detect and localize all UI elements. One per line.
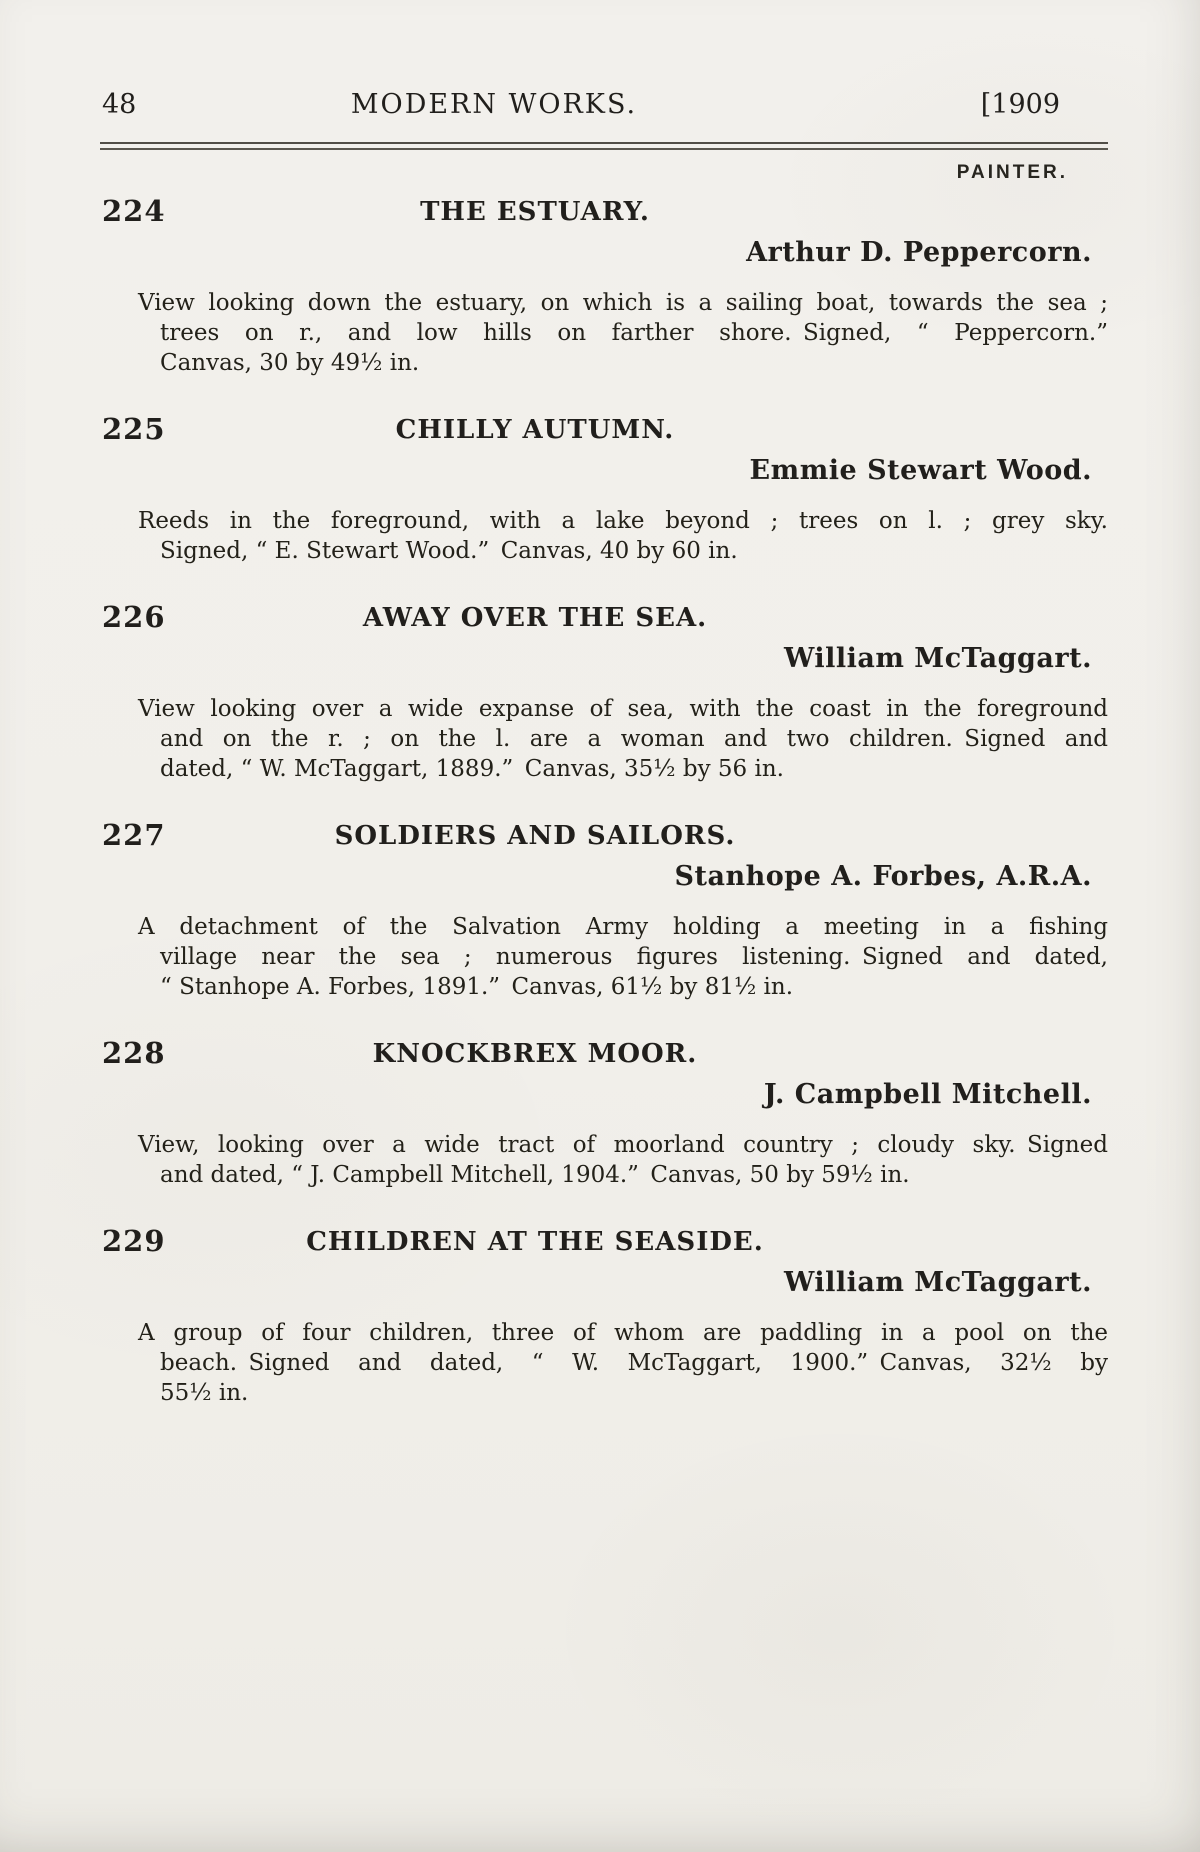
running-head-title: MODERN WORKS. xyxy=(350,89,638,120)
work-title: AWAY OVER THE SEA. xyxy=(362,603,708,633)
lot-number: 227 xyxy=(102,818,166,852)
painter-name: William McTaggart. xyxy=(783,1267,1092,1298)
work-title: CHILLY AUTUMN. xyxy=(395,415,675,445)
entry-list xyxy=(100,196,1108,1408)
work-description xyxy=(100,1318,1108,1408)
catalogue-entry xyxy=(100,414,1108,566)
description-line: Canvas, 30 by 49½ in. xyxy=(160,350,420,376)
description-line: View looking over a wide expanse of sea, with the coast in the foreground xyxy=(138,696,1108,722)
entry-head xyxy=(100,820,1108,850)
running-head-year: [1909 xyxy=(980,89,1060,120)
description-line: A group of four children, three of whom are paddling in a pool on the xyxy=(138,1320,1108,1346)
painter-name: William McTaggart. xyxy=(783,643,1092,674)
work-title: THE ESTUARY. xyxy=(420,197,650,227)
description-line: and dated, “ J. Campbell Mitchell, 1904.” Canvas, 50 by 59½ in. xyxy=(160,1162,910,1188)
description-line: dated, “ W. McTaggart, 1889.” Canvas, 35½ by 56 in. xyxy=(160,756,784,782)
description-line: 55½ in. xyxy=(160,1380,249,1406)
description-line: trees on r., and low hills on farther shore. Signed, “ Peppercorn.” xyxy=(160,320,1108,346)
description-line: “ Stanhope A. Forbes, 1891.” Canvas, 61½ by 81½ in. xyxy=(160,974,794,1000)
work-description xyxy=(100,1130,1108,1190)
painter-name: Emmie Stewart Wood. xyxy=(749,455,1092,486)
description-line: and on the r. ; on the l. are a woman and two children. Signed and xyxy=(160,726,1108,752)
description-line: Reeds in the foreground, with a lake beyond ; trees on l. ; grey sky. xyxy=(138,508,1108,534)
description-line: View, looking over a wide tract of moorland country ; cloudy sky. Signed xyxy=(138,1132,1108,1158)
lot-number: 224 xyxy=(102,194,166,228)
entry-head xyxy=(100,1038,1108,1068)
painter-name: Arthur D. Peppercorn. xyxy=(746,237,1092,268)
lot-number: 228 xyxy=(102,1036,166,1070)
description-line: Signed, “ E. Stewart Wood.” Canvas, 40 by 60 in. xyxy=(160,538,738,564)
work-description xyxy=(100,912,1108,1002)
painter-name: J. Campbell Mitchell. xyxy=(763,1079,1092,1110)
description-line: A detachment of the Salvation Army holding a meeting in a fishing xyxy=(138,914,1108,940)
description-line: View looking down the estuary, on which is a sailing boat, towards the sea ; xyxy=(138,290,1108,316)
work-description xyxy=(100,506,1108,566)
page-number: 48 xyxy=(102,89,137,120)
work-title: SOLDIERS AND SAILORS. xyxy=(334,821,736,851)
lot-number: 226 xyxy=(102,600,166,634)
entry-head xyxy=(100,196,1108,226)
entry-head xyxy=(100,1226,1108,1256)
catalogue-entry xyxy=(100,820,1108,1002)
painter-name: Stanhope A. Forbes, A.R.A. xyxy=(674,861,1092,892)
running-head xyxy=(100,90,1108,122)
painter-column-label: PAINTER. xyxy=(956,162,1068,183)
catalogue-entry xyxy=(100,196,1108,378)
description-line: village near the sea ; numerous figures listening. Signed and dated, xyxy=(160,944,1108,970)
lot-number: 229 xyxy=(102,1224,166,1258)
work-title: KNOCKBREX MOOR. xyxy=(372,1039,698,1069)
entry-head xyxy=(100,414,1108,444)
entry-head xyxy=(100,602,1108,632)
catalogue-entry xyxy=(100,602,1108,784)
catalogue-entry xyxy=(100,1226,1108,1408)
description-line: beach. Signed and dated, “ W. McTaggart, 1900.” Canvas, 32½ by xyxy=(160,1350,1108,1376)
catalogue-entry xyxy=(100,1038,1108,1190)
lot-number: 225 xyxy=(102,412,166,446)
work-description xyxy=(100,288,1108,378)
work-description xyxy=(100,694,1108,784)
work-title: CHILDREN AT THE SEASIDE. xyxy=(306,1227,764,1257)
header-double-rule xyxy=(100,142,1108,150)
